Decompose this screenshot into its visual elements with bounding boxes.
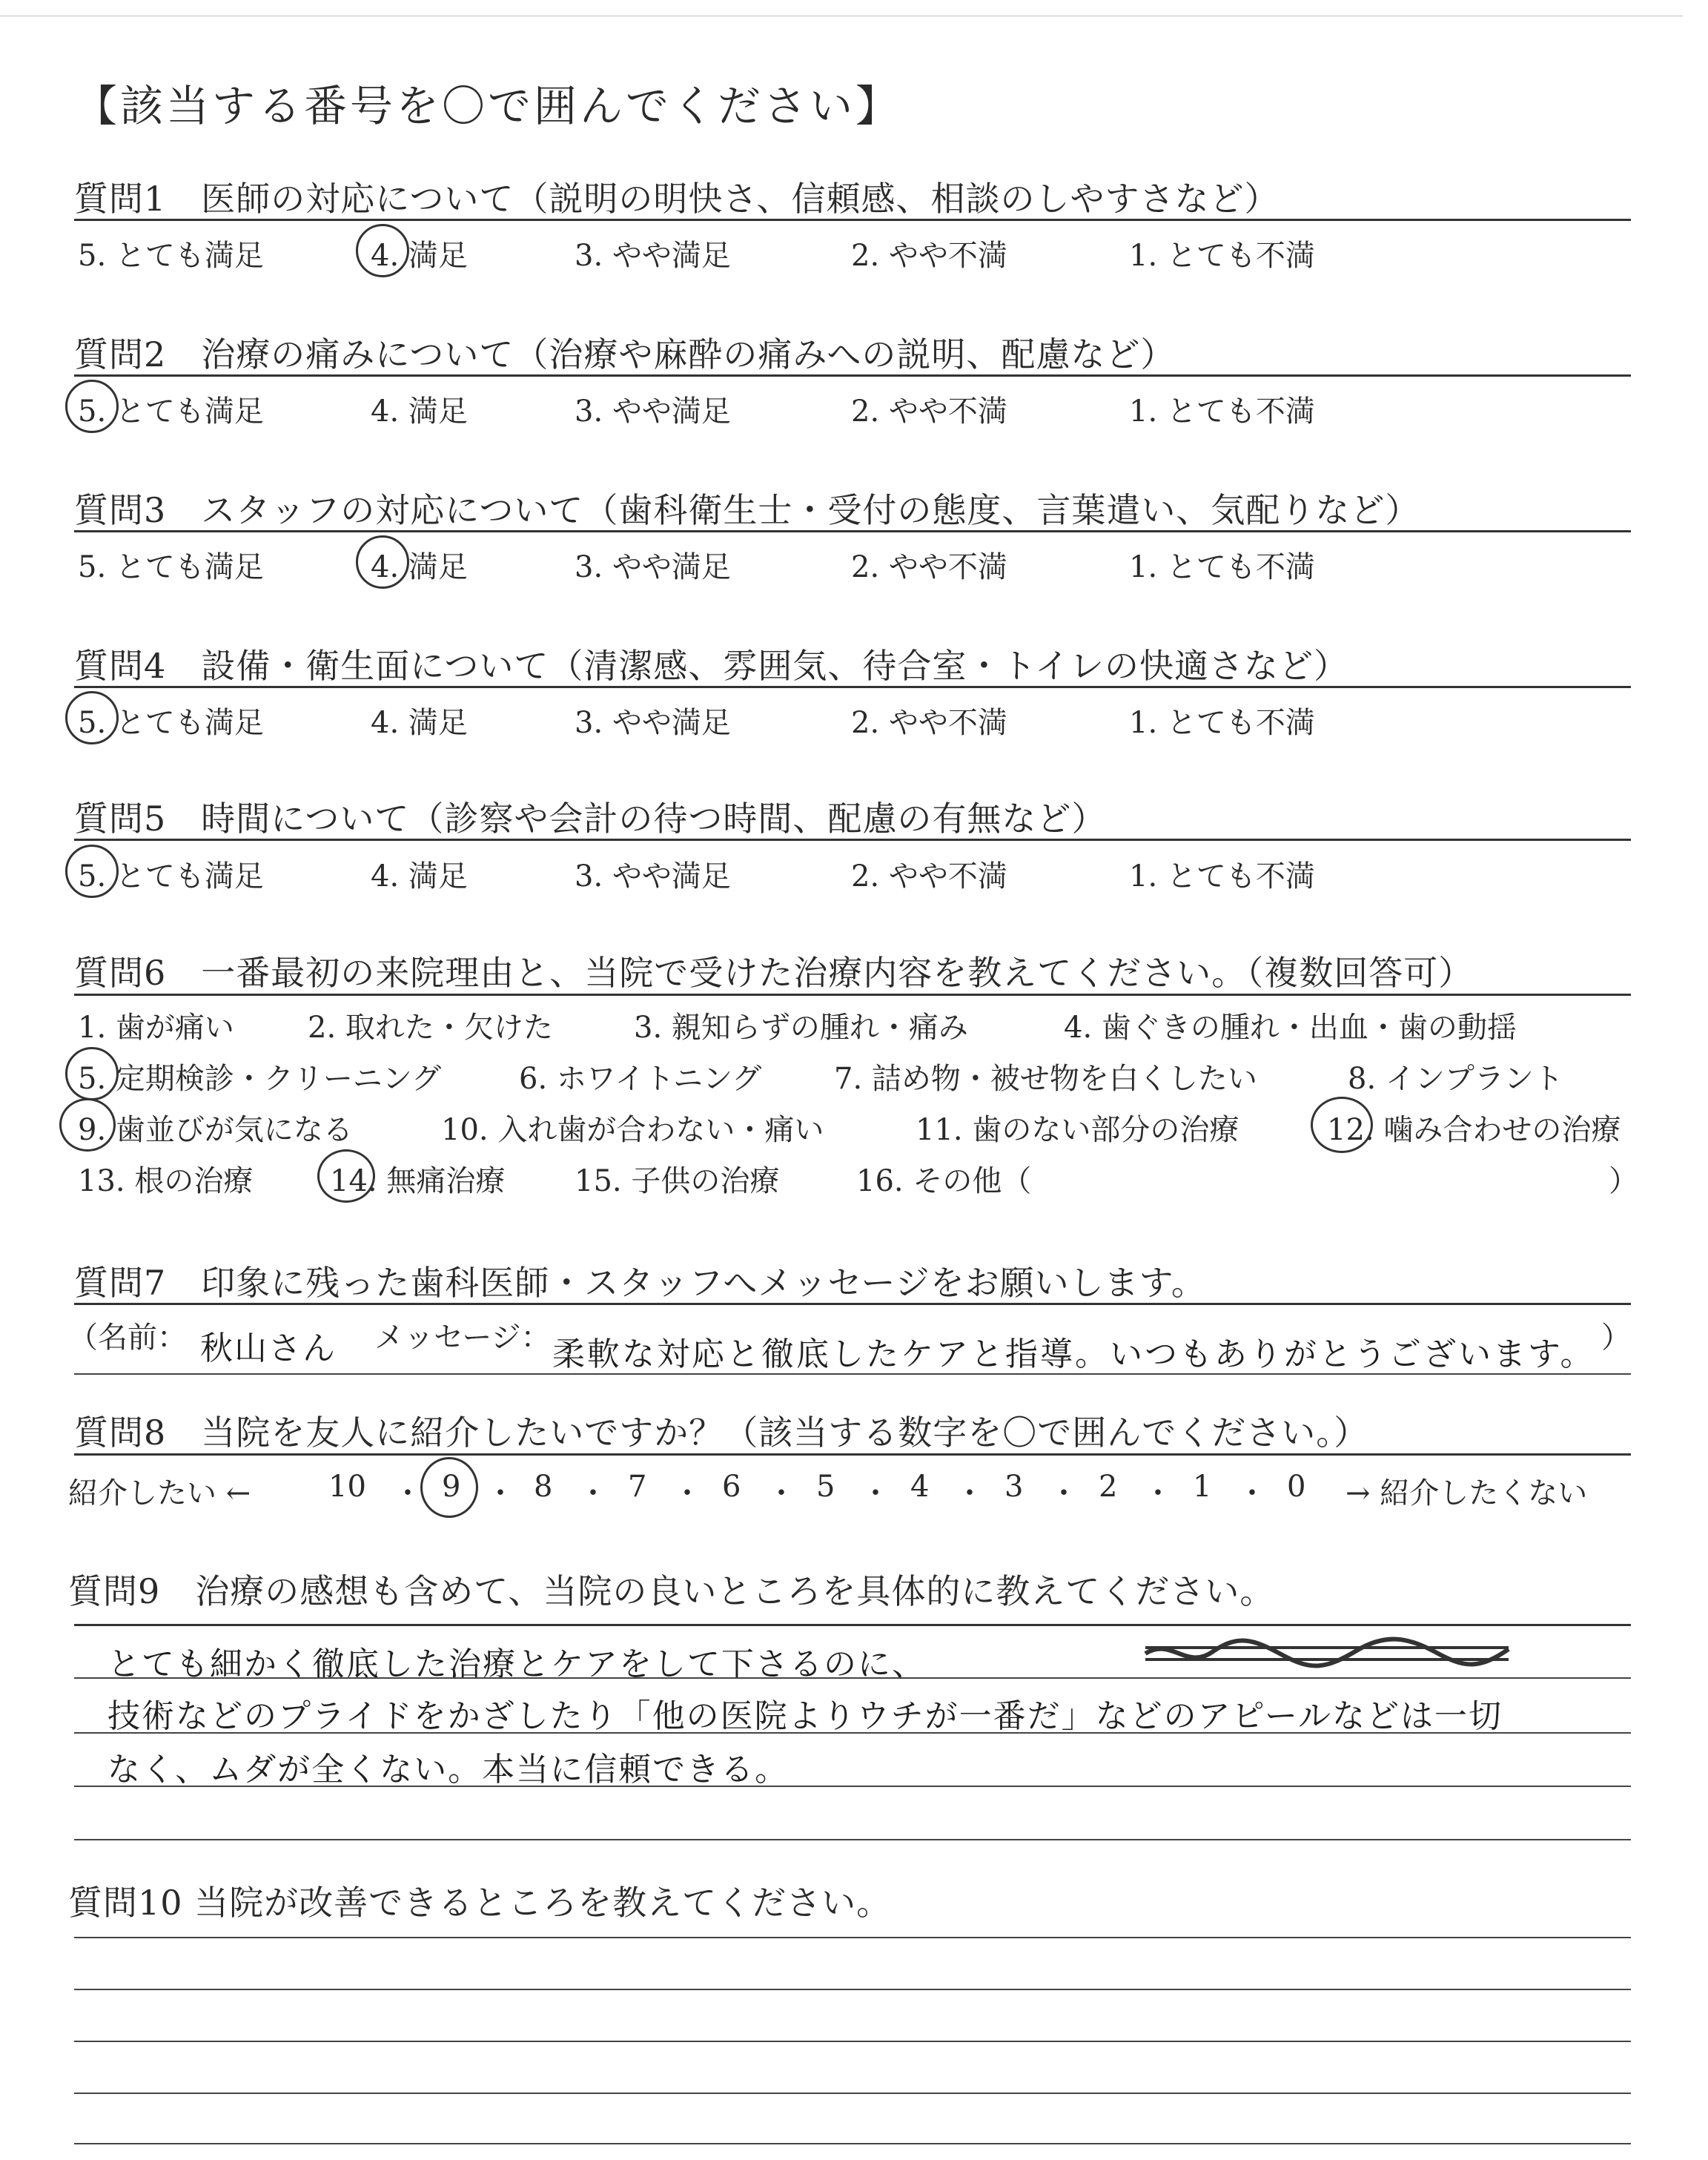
q9-answer-line-2[interactable]: 技術などのプライドをかざしたり「他の医院よりウチが一番だ」などのアピールなどは一切: [107, 1697, 1503, 1735]
question-2-rule: [74, 374, 1631, 377]
q6-option-14[interactable]: 14. 無痛治療: [330, 1164, 506, 1198]
q2-option-4[interactable]: 4. 満足: [371, 394, 468, 429]
question-7-rule: [74, 1303, 1631, 1305]
question-3-title: 質問3 スタッフの対応について（歯科衛生士・受付の態度、言葉遣い、気配りなど）: [74, 490, 1420, 530]
q1-option-5[interactable]: 5. とても満足: [78, 239, 264, 273]
q5-option-5[interactable]: 5. とても満足: [78, 859, 264, 894]
question-4-rule: [74, 686, 1631, 688]
question-8-title: 質問8 当院を友人に紹介したいですか？（該当する数字を〇で囲んでください。）: [74, 1413, 1369, 1453]
q6-option-3[interactable]: 3. 親知らずの腫れ・痛み: [634, 1011, 968, 1045]
q6-option-15[interactable]: 15. 子供の治療: [575, 1164, 780, 1198]
question-9-title: 質問9 治療の感想も含めて、当院の良いところを具体的に教えてください。: [68, 1571, 1275, 1611]
q8-separator: ・: [861, 1476, 890, 1510]
q3-option-3[interactable]: 3. やや満足: [575, 550, 731, 584]
q6-other-close: ）: [1609, 1164, 1638, 1198]
q6-option-2[interactable]: 2. 取れた・欠けた: [308, 1011, 553, 1045]
q8-right-label: → 紹介したくない: [1345, 1476, 1588, 1510]
q8-left-label: 紹介したい ←: [68, 1476, 251, 1510]
question-6-rule: [74, 994, 1631, 996]
q6-option-11[interactable]: 11. 歯のない部分の治療: [916, 1113, 1239, 1147]
q6-selection-circle-12: [1311, 1097, 1373, 1153]
q10-line-4: [74, 2093, 1631, 2094]
question-1-title: 質問1 医師の対応について（説明の明快さ、信頼感、相談のしやすさなど）: [74, 179, 1280, 219]
q8-scale-10[interactable]: 10: [328, 1470, 366, 1504]
q9-line-3: [74, 1786, 1631, 1787]
q6-option-9[interactable]: 9. 歯並びが気になる: [78, 1113, 353, 1147]
q5-option-3[interactable]: 3. やや満足: [575, 859, 731, 894]
q8-separator: ・: [767, 1476, 796, 1510]
q6-option-16[interactable]: 16. その他（: [856, 1164, 1032, 1198]
q9-line-1: [74, 1677, 1631, 1679]
q8-separator: ・: [1237, 1476, 1267, 1510]
q6-option-7[interactable]: 7. 詰め物・被せ物を白くしたい: [834, 1062, 1257, 1096]
q8-scale-6[interactable]: 6: [722, 1470, 741, 1504]
q8-scale-2[interactable]: 2: [1099, 1470, 1118, 1504]
q7-message-value[interactable]: 柔軟な対応と徹底したケアと指導。いつもありがとうございます。: [552, 1335, 1595, 1373]
q3-option-2[interactable]: 2. やや不満: [851, 550, 1007, 584]
q8-separator: ・: [486, 1476, 515, 1510]
q8-separator: ・: [1049, 1476, 1079, 1510]
q10-line-1: [74, 1937, 1631, 1938]
q8-scale-9[interactable]: 9: [442, 1470, 461, 1504]
q6-option-12[interactable]: 12. 噛み合わせの治療: [1327, 1113, 1621, 1147]
q1-option-2[interactable]: 2. やや不満: [851, 239, 1007, 273]
q5-selection-circle: [65, 845, 119, 898]
q8-separator: ・: [1143, 1476, 1173, 1510]
question-1-rule: [74, 219, 1631, 221]
q6-selection-circle-14: [317, 1149, 375, 1203]
q8-selection-circle: [420, 1457, 478, 1518]
question-9-rule: [74, 1624, 1631, 1626]
q2-option-5[interactable]: 5. とても満足: [78, 394, 264, 429]
q2-option-1[interactable]: 1. とても不満: [1129, 394, 1315, 429]
q6-option-6[interactable]: 6. ホワイトニング: [519, 1062, 762, 1096]
question-10-title: 質問10 当院が改善できるところを教えてください。: [68, 1883, 892, 1923]
q10-line-5: [74, 2143, 1631, 2144]
question-7-bottom-rule: [74, 1373, 1631, 1375]
q8-separator: ・: [955, 1476, 984, 1510]
q7-message-label: メッセージ：: [374, 1321, 551, 1355]
q4-option-5[interactable]: 5. とても満足: [78, 706, 264, 740]
q3-option-1[interactable]: 1. とても不満: [1129, 550, 1315, 584]
q1-option-1[interactable]: 1. とても不満: [1129, 239, 1315, 273]
q4-option-2[interactable]: 2. やや不満: [851, 706, 1007, 740]
q8-separator: ・: [578, 1476, 608, 1510]
question-7-title: 質問7 印象に残った歯科医師・スタッフへメッセージをお願いします。: [74, 1263, 1206, 1303]
q3-option-5[interactable]: 5. とても満足: [78, 550, 264, 584]
q6-option-10[interactable]: 10. 入れ歯が合わない・痛い: [441, 1113, 824, 1147]
q8-separator: ・: [672, 1476, 702, 1510]
q1-selection-circle: [356, 224, 409, 277]
q5-option-2[interactable]: 2. やや不満: [851, 859, 1007, 894]
q2-option-2[interactable]: 2. やや不満: [851, 394, 1007, 429]
question-5-rule: [74, 839, 1631, 841]
question-5-title: 質問5 時間について（診察や会計の待つ時間、配慮の有無など）: [74, 799, 1107, 839]
q9-line-4: [74, 1839, 1631, 1840]
q4-selection-circle: [65, 691, 119, 744]
q4-option-3[interactable]: 3. やや満足: [575, 706, 731, 740]
question-2-title: 質問2 治療の痛みについて（治療や麻酔の痛みへの説明、配慮など）: [74, 334, 1176, 374]
q6-option-1[interactable]: 1. 歯が痛い: [78, 1011, 234, 1045]
q7-name-label: （名前：: [68, 1321, 187, 1355]
q6-option-8[interactable]: 8. インプラント: [1348, 1062, 1563, 1096]
q2-option-3[interactable]: 3. やや満足: [575, 394, 731, 429]
q5-option-4[interactable]: 4. 満足: [371, 859, 468, 894]
form-heading: 【該当する番号を〇で囲んでください】: [74, 81, 902, 131]
question-6-title: 質問6 一番最初の来院理由と、当院で受けた治療内容を教えてください。（複数回答可）: [74, 953, 1474, 993]
q8-scale-8[interactable]: 8: [534, 1470, 553, 1504]
crossed-out-scribble: [1142, 1631, 1512, 1676]
q8-separator: ・: [393, 1476, 423, 1510]
q1-option-4[interactable]: 4. 満足: [371, 239, 468, 273]
q8-scale-5[interactable]: 5: [816, 1470, 835, 1504]
q9-answer-line-3[interactable]: なく、ムダが全くない。本当に信頼できる。: [107, 1751, 790, 1789]
q9-line-2: [74, 1732, 1631, 1734]
q8-scale-4[interactable]: 4: [910, 1470, 930, 1504]
q4-option-4[interactable]: 4. 満足: [371, 706, 468, 740]
q8-scale-0[interactable]: 0: [1287, 1470, 1306, 1504]
q4-option-1[interactable]: 1. とても不満: [1129, 706, 1315, 740]
scan-edge: [0, 15, 1683, 17]
q1-option-3[interactable]: 3. やや満足: [575, 239, 731, 273]
q6-selection-circle-9: [59, 1098, 116, 1152]
q6-option-13[interactable]: 13. 根の治療: [78, 1164, 254, 1198]
q8-scale-1[interactable]: 1: [1193, 1470, 1212, 1504]
q6-option-4[interactable]: 4. 歯ぐきの腫れ・出血・歯の動揺: [1064, 1011, 1517, 1045]
q10-line-2: [74, 1989, 1631, 1990]
q5-option-1[interactable]: 1. とても不満: [1129, 859, 1315, 894]
q3-option-4[interactable]: 4. 満足: [371, 550, 468, 584]
q7-close: ）: [1601, 1321, 1631, 1355]
q7-name-value[interactable]: 秋山さん: [200, 1330, 337, 1367]
q6-selection-circle-5: [65, 1047, 119, 1100]
question-3-rule: [74, 530, 1631, 532]
q9-answer-line-1[interactable]: とても細かく徹底した治療とケアをして下さるのに、: [107, 1645, 926, 1683]
q8-scale-7[interactable]: 7: [628, 1470, 647, 1504]
q2-selection-circle: [65, 380, 119, 433]
q6-option-5[interactable]: 5. 定期検診・クリーニング: [78, 1062, 442, 1096]
q8-scale-3[interactable]: 3: [1004, 1470, 1024, 1504]
question-8-rule: [74, 1453, 1631, 1456]
q3-selection-circle: [356, 535, 409, 589]
question-4-title: 質問4 設備・衛生面について（清潔感、雰囲気、待合室・トイレの快適さなど）: [74, 646, 1349, 686]
q10-line-3: [74, 2041, 1631, 2042]
